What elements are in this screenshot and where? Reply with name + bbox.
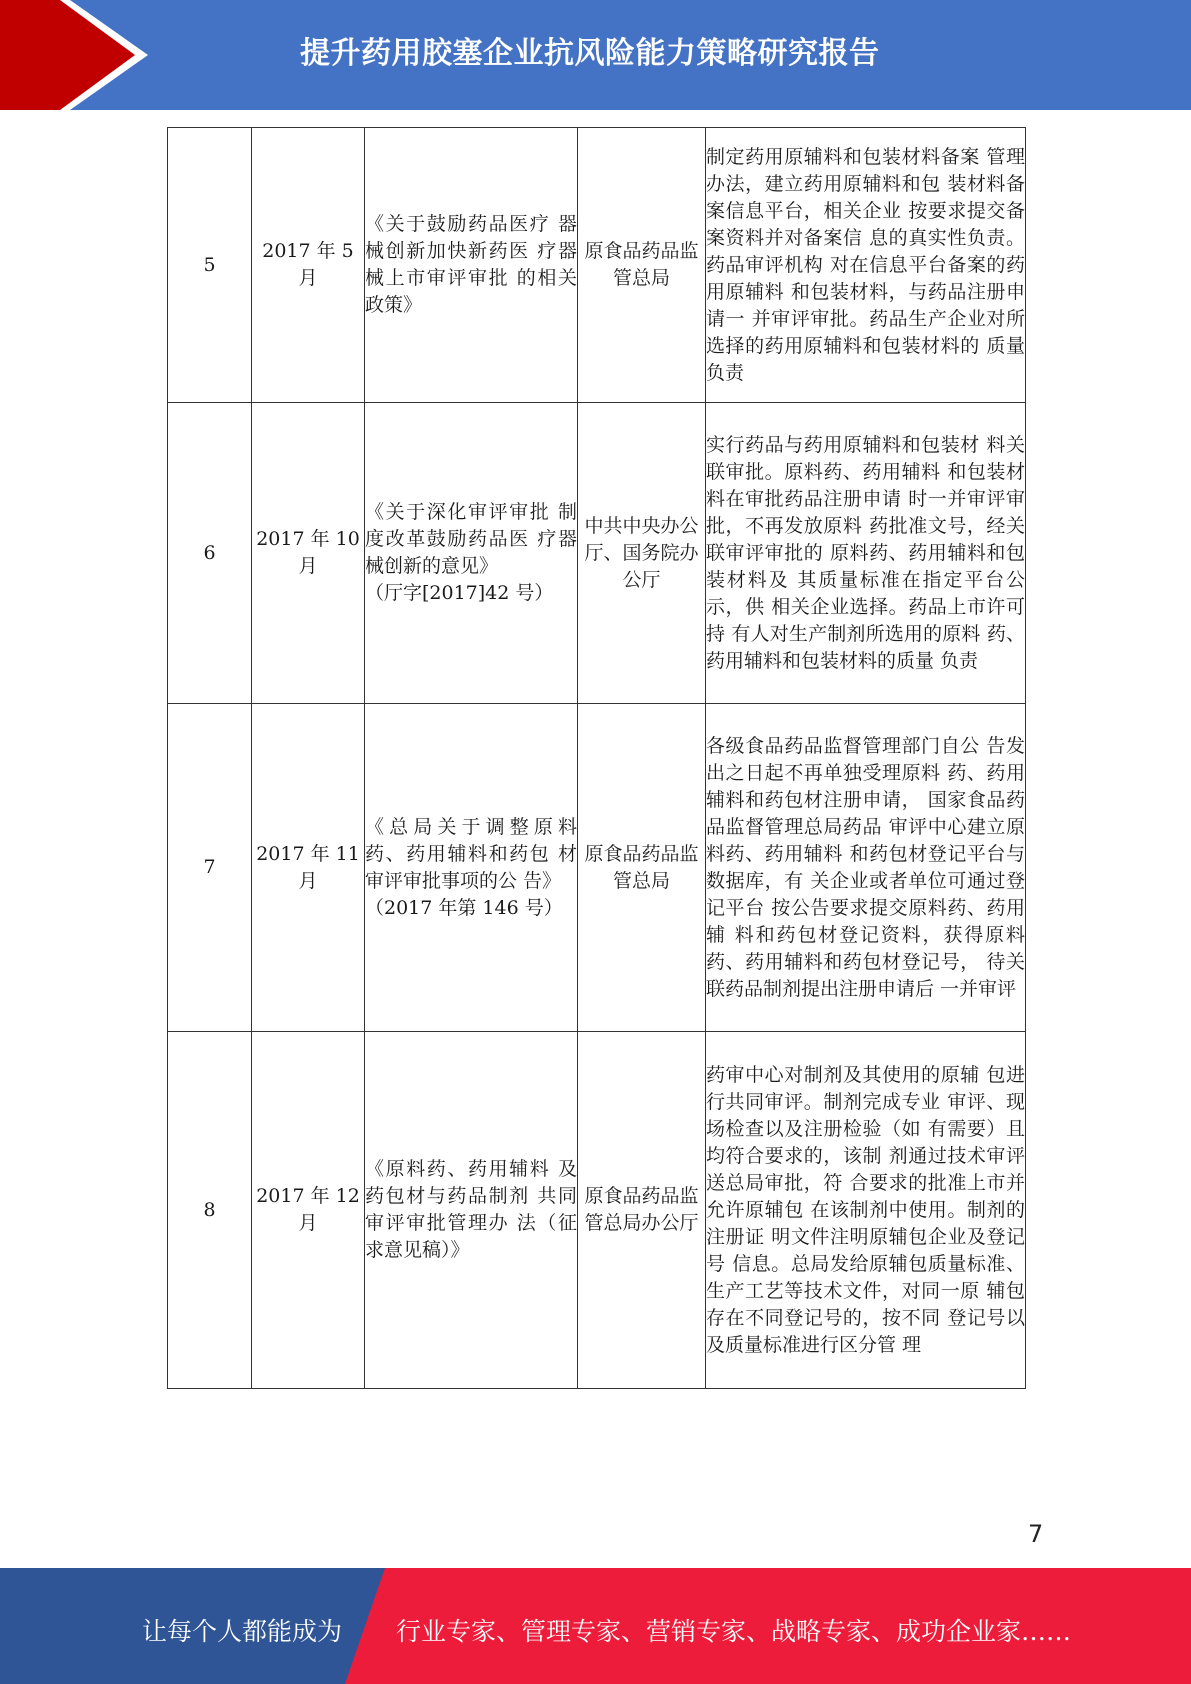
document-title: 《关于深化审评审批 制度改革鼓励药品医 疗器械创新的意见》 (365, 501, 577, 577)
page-number: 7 (1028, 1520, 1044, 1548)
document-note: （2017 年第 146 号） (365, 896, 563, 919)
policy-table (167, 127, 1026, 1389)
row-number: 7 (168, 704, 252, 1032)
document-title: 《原料药、药用辅料 及药包材与药品制剂 共同审评审批管理办 法（征求意见稿）》 (365, 1158, 577, 1261)
page-footer (0, 1568, 1191, 1684)
table-row (168, 704, 1026, 1032)
row-document (365, 1032, 578, 1389)
row-date: 2017 年 11 月 (252, 704, 365, 1032)
document-title: 《总局关于调整原料 药、药用辅料和药包 材审评审批事项的公 告》 (365, 815, 577, 892)
row-content: 各级食品药品监督管理部门自公 告发出之日起不再单独受理原料 药、药用辅料和药包材注册申请， 国家食品药品监督管理总局药品 审评中心建立原料药、药用辅料 和药包材登记平台与数据库，有 关企业或者单位可通过登记平台 按公告要求提交原料药、药用辅 料和药包材登记资料，获得原料 药、药用辅料和药包材登记号， 待关联药品制剂提出注册申请后 一并审评 (706, 704, 1026, 1032)
row-content: 实行药品与药用原辅料和包装材 料关联审批。原料药、药用辅料 和包装材料在审批药品注册申请 时一并审评审批，不再发放原料 药批准文号，经关联审评审批的 原料药、药用辅料和包装材料及 其质量标准在指定平台公示，供 相关企业选择。药品上市许可持 有人对生产制剂所选用的原料 药、药用辅料和包装材料的质量 负责 (706, 403, 1026, 704)
footer-slogan-left: 让每个人都能成为 (142, 1617, 343, 1646)
row-date: 2017 年 5 月 (252, 128, 365, 403)
row-department: 中共中央办公厅、国务院办公厅 (578, 403, 706, 704)
page-header (0, 0, 1191, 110)
document-note: （厅字[2017]42 号） (365, 582, 554, 604)
row-content: 制定药用原辅料和包装材料备案 管理办法，建立药用原辅料和包 装材料备案信息平台，相关企业 按要求提交备案资料并对备案信 息的真实性负责。药品审评机构 对在信息平台备案的药用原辅料 和包装材料，与药品注册申请一 并审评审批。药品生产企业对所 选择的药用原辅料和包装材料的 质量负责 (706, 128, 1026, 403)
row-number: 6 (168, 403, 252, 704)
row-department: 原食品药品监管总局 (578, 704, 706, 1032)
row-document (365, 704, 578, 1032)
row-number: 5 (168, 128, 252, 403)
document-title: 《关于鼓励药品医疗 器械创新加快新药医 疗器械上市审评审批 的相关政策》 (365, 213, 577, 316)
table-row (168, 128, 1026, 403)
row-number: 8 (168, 1032, 252, 1389)
row-document (365, 403, 578, 704)
row-department: 原食品药品监管总局 (578, 128, 706, 403)
row-date: 2017 年 10 月 (252, 403, 365, 704)
table-row (168, 403, 1026, 704)
row-date: 2017 年 12 月 (252, 1032, 365, 1389)
footer-slogan-right: 行业专家、管理专家、营销专家、战略专家、成功企业家…… (396, 1617, 1072, 1646)
row-document (365, 128, 578, 403)
table-row (168, 1032, 1026, 1389)
row-content: 药审中心对制剂及其使用的原辅 包进行共同审评。制剂完成专业 审评、现场检查以及注册检验（如 有需要）且均符合要求的，该制 剂通过技术审评送总局审批，符 合要求的批准上市并允许原辅包 在该制剂中使用。制剂的注册证 明文件注明原辅包企业及登记号 信息。总局发给原辅包质量标准、 生产工艺等技术文件，对同一原 辅包存在不同登记号的，按不同 登记号以及质量标准进行区分管 理 (706, 1032, 1026, 1389)
row-department: 原食品药品监管总局办公厅 (578, 1032, 706, 1389)
report-title: 提升药用胶塞企业抗风险能力策略研究报告 (300, 36, 880, 71)
